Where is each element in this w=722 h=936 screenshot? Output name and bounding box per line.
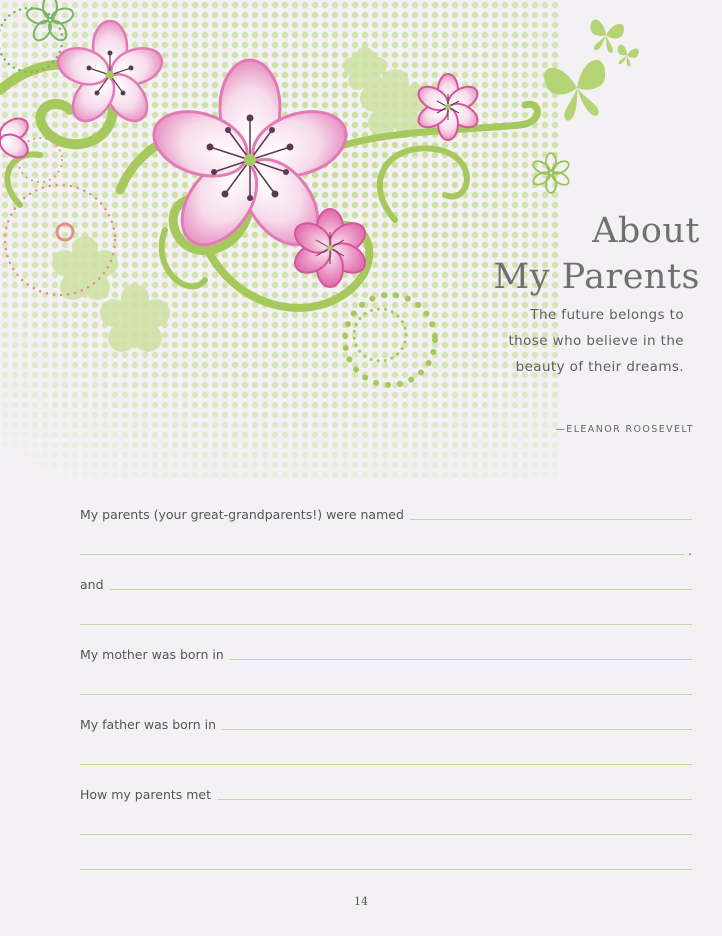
page-title xyxy=(470,208,700,300)
quote-line: those who believe in the xyxy=(508,333,684,349)
quote-line: The future belongs to xyxy=(530,307,684,323)
form-row-how-met-cont xyxy=(80,840,692,875)
how-met-line-2[interactable] xyxy=(80,834,692,835)
title-line-2: My Parents xyxy=(493,257,700,297)
fill-in-form xyxy=(80,490,692,875)
form-row-mother-born-cont xyxy=(80,665,692,700)
title-line-1: About xyxy=(592,211,700,251)
how-met-label: How my parents met xyxy=(80,787,212,802)
mother-born-line-2[interactable] xyxy=(80,694,692,695)
form-row-mother-born xyxy=(80,630,692,665)
how-met-line-3[interactable] xyxy=(80,869,692,870)
father-born-line[interactable] xyxy=(222,729,692,730)
form-row-father-born xyxy=(80,700,692,735)
father-born-line-2[interactable] xyxy=(80,764,692,765)
and-line[interactable] xyxy=(110,589,692,590)
mother-born-line[interactable] xyxy=(230,659,692,660)
form-row-father-born-cont xyxy=(80,735,692,770)
and-label: and xyxy=(80,577,104,592)
form-row-and xyxy=(80,560,692,595)
parents-named-line-2[interactable] xyxy=(80,554,684,555)
and-line-2[interactable] xyxy=(80,624,692,625)
how-met-line[interactable] xyxy=(217,799,692,800)
form-row-how-met xyxy=(80,770,692,805)
parents-named-line[interactable] xyxy=(410,519,692,520)
form-row-and-cont xyxy=(80,595,692,630)
form-row-parents-named xyxy=(80,490,692,525)
quote-attribution: —ELEANOR ROOSEVELT xyxy=(555,424,694,435)
form-row-parents-named-cont xyxy=(80,525,692,560)
form-row-how-met-cont xyxy=(80,805,692,840)
mother-born-label: My mother was born in xyxy=(80,647,224,662)
quote xyxy=(470,302,684,380)
parents-named-label: My parents (your great-grandparents!) were named xyxy=(80,507,404,522)
page-number: 14 xyxy=(354,895,368,908)
period-mark: . xyxy=(688,544,692,558)
father-born-label: My father was born in xyxy=(80,717,217,732)
quote-line: beauty of their dreams. xyxy=(515,359,684,375)
